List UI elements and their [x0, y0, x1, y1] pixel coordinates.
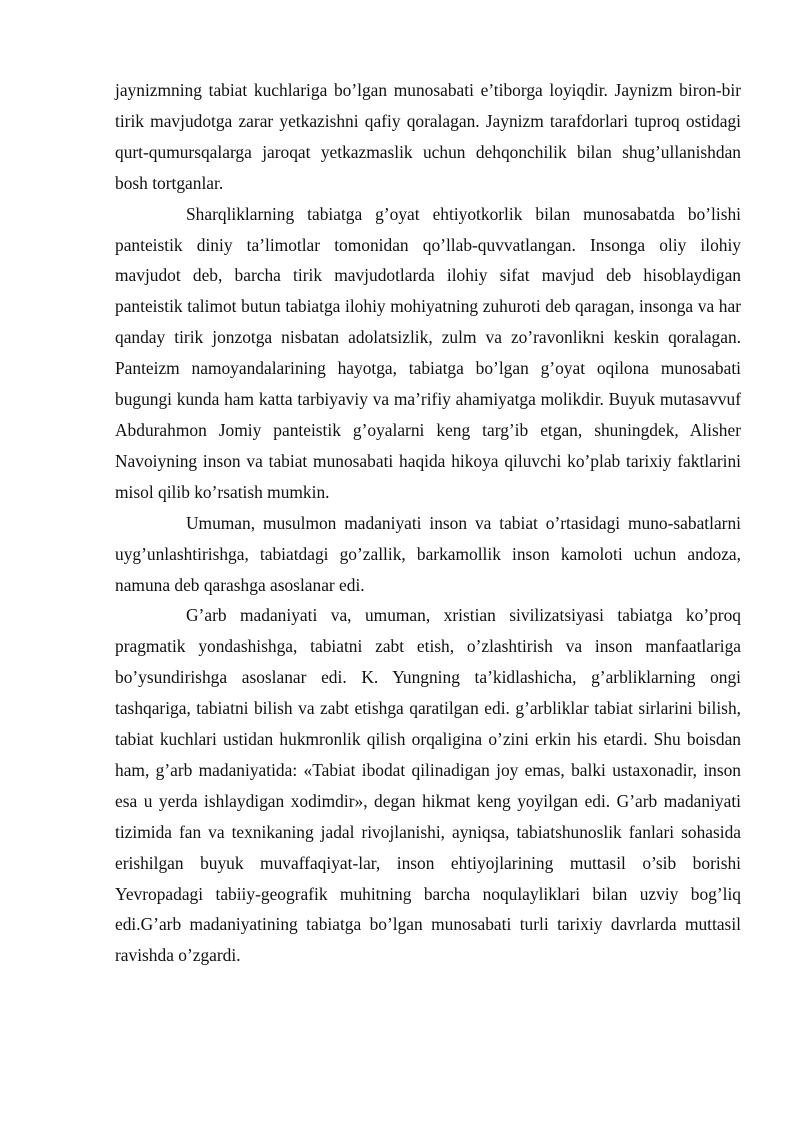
paragraph-pantheism: Sharqliklarning tabiatga g’oyat ehtiyotkorlik bilan munosabatda bo’lishi panteistik diniy ta’limotlar tomonidan qo’llab-quvvatlangan. Insonga oliy ilohiy mavjudot deb, barcha tirik mavjudotlarda ilohiy sifat mavjud deb hisoblaydigan panteistik talimot butun tabiatga ilohiy mohiyatning zuhuroti deb qaragan, insonga va har qanday tirik jonzotga nisbatan adolatsizlik, zulm va zo’ravonlikni keskin qoralagan. Panteizm namoyandalarining hayotga, tabiatga bo’lgan g’oyat oqilona munosabati bugungi kunda ham katta tarbiyaviy va ma’rifiy ahamiyatga molikdir. Buyuk mutasavvuf Abdurahmon Jomiy panteistik g’oyalarni keng targ’ib etgan, shuningdek, Alisher Navoiyning inson va tabiat munosabati haqida hikoya qiluvchi ko’plab tarixiy faktlarini misol qilib ko’rsatish mumkin. [115, 203, 741, 502]
paragraph-jainism-continuation: jaynizmning tabiat kuchlariga bo’lgan munosabati e’tiborga loyiqdir. Jaynizm biron-bir tirik mavjudotga zarar yetkazishni qafiy qoralagan. Jaynizm tarafdorlari tuproq ostidagi qurt-qumursqalarga jaroqat yetkazmaslik uchun dehqonchilik bilan shug’ullanishdan bosh tortganlar. [115, 80, 741, 193]
document-page [115, 75, 741, 971]
paragraph-western-culture: G’arb madaniyati va, umuman, xristian sivilizatsiyasi tabiatga ko’proq pragmatik yondashishga, tabiatni zabt etish, o’zlashtirish va inson manfaatlariga bo’ysundirishga asoslanar edi. K. Yungning ta’kidlashicha, g’arbliklarning ongi tashqariga, tabiatni bilish va zabt etishga qaratilgan edi. g’arbliklar tabiat sirlarini bilish, tabiat kuchlari ustidan hukmronlik qilish orqaligina o’zini erkin his etardi. Shu boisdan ham, g’arb madaniyatida: «Tabiat ibodat qilinadigan joy emas, balki ustaxonadir, inson esa u yerda ishlaydigan xodimdir», degan hikmat keng yoyilgan edi. G’arb madaniyati tizimida fan va texnikaning jadal rivojlanishi, ayniqsa, tabiatshunoslik fanlari sohasida erishilgan buyuk muvaffaqiyat-lar, inson ehtiyojlarining muttasil o’sib borishi Yevropadagi tabiiy-geografik muhitning barcha noqulayliklari bilan uzviy bog’liq edi.G’arb madaniyatining tabiatga bo’lgan munosabati turli tarixiy davrlarda muttasil ravishda o’zgardi. [115, 605, 741, 966]
paragraph-muslim-culture: Umuman, musulmon madaniyati inson va tabiat o’rtasidagi muno-sabatlarni uyg’unlashtirishga, tabiatdagi go’zallik, barkamollik inson kamoloti uchun andoza, namuna deb qarashga asoslanar edi. [115, 512, 741, 595]
